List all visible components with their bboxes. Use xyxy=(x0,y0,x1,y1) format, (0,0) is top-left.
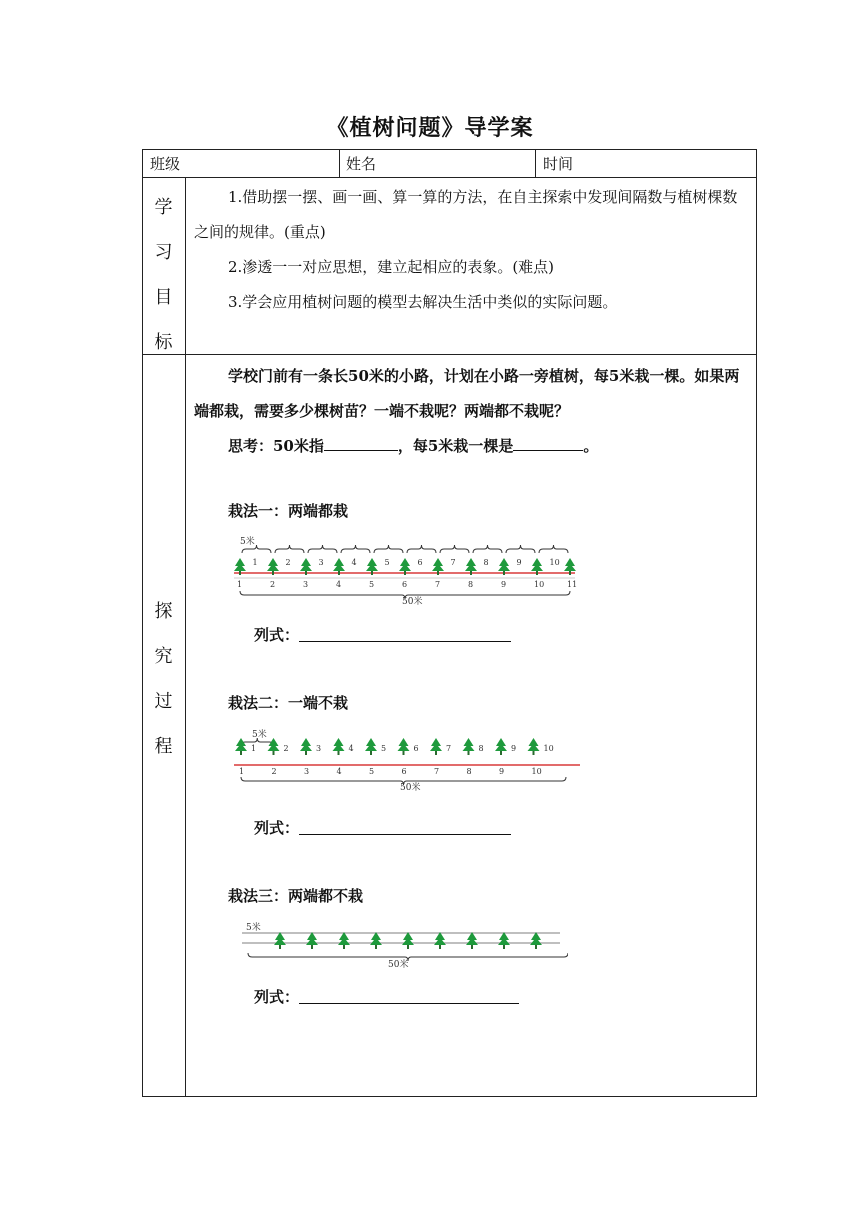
brace xyxy=(308,545,337,553)
tree-icon xyxy=(434,932,446,949)
header-divider-2 xyxy=(535,149,536,178)
brace xyxy=(440,545,469,553)
tree-icon xyxy=(333,738,345,755)
interval-number: 1 xyxy=(239,767,245,776)
interval-number: 6 xyxy=(401,767,407,776)
tree-number: 2 xyxy=(270,580,276,589)
diagram-one-end xyxy=(230,727,585,797)
objective-item-2: 2.渗透一一对应思想，建立起相应的表象。(难点) xyxy=(228,258,555,276)
page-title: 《植树问题》导学案 xyxy=(326,115,534,141)
tree-icon xyxy=(466,932,478,949)
tree-icon xyxy=(430,738,442,755)
interval-label: 5米 xyxy=(246,923,261,933)
method-1-answer-blank[interactable] xyxy=(299,625,511,642)
interval-number: 9 xyxy=(499,767,505,776)
table-border-right xyxy=(756,149,757,1097)
tree-icon xyxy=(498,932,510,949)
tree-number: 10 xyxy=(534,580,545,589)
interval-number: 8 xyxy=(466,767,472,776)
diagram-neither-end xyxy=(238,919,568,971)
brace xyxy=(506,545,535,553)
method-3-answer-blank[interactable] xyxy=(299,987,519,1004)
tree-icon xyxy=(370,932,382,949)
row-divider-header xyxy=(142,177,757,178)
interval-number: 5 xyxy=(384,558,390,567)
tree-icon xyxy=(274,932,286,949)
tree-icon xyxy=(268,738,280,755)
tree-number: 2 xyxy=(283,744,289,753)
tree-icon xyxy=(365,738,377,755)
tree-number: 4 xyxy=(348,744,354,753)
tree-number: 9 xyxy=(501,580,507,589)
tree-icon xyxy=(306,932,318,949)
tree-icon xyxy=(402,932,414,949)
brace xyxy=(473,545,502,553)
method-3-formula: 列式： xyxy=(254,986,519,1007)
interval-number: 7 xyxy=(450,558,456,567)
interval-number: 6 xyxy=(417,558,423,567)
objective-item-3: 3.学会应用植树问题的模型去解决生活中类似的实际问题。 xyxy=(228,293,618,311)
brace xyxy=(407,545,436,553)
interval-label: 5米 xyxy=(240,537,255,547)
tree-number: 4 xyxy=(336,580,342,589)
brace xyxy=(241,738,274,746)
tree-number: 1 xyxy=(251,744,257,753)
total-label: 50米 xyxy=(400,783,421,793)
brace xyxy=(374,545,403,553)
method-1-formula: 列式： xyxy=(254,624,511,645)
interval-number: 2 xyxy=(271,767,277,776)
interval-number: 4 xyxy=(336,767,342,776)
tree-number: 3 xyxy=(316,744,322,753)
tree-number: 6 xyxy=(402,580,408,589)
tree-icon xyxy=(338,932,350,949)
objectives-side-label: 学 习 目 标 xyxy=(154,197,173,353)
interval-number: 10 xyxy=(531,767,542,776)
method-3-title: 栽法三：两端都不栽 xyxy=(228,887,364,905)
tree-icon xyxy=(398,738,410,755)
tree-icon xyxy=(495,738,507,755)
interval-number: 3 xyxy=(318,558,324,567)
tree-number: 10 xyxy=(543,744,554,753)
problem-text: 学校门前有一条长50米的小路，计划在小路一旁植树，每5米栽一棵。如果两端都栽，需要多少棵树苗？一端不栽呢？两端都不栽呢？ xyxy=(194,367,740,420)
brace xyxy=(539,545,568,553)
interval-number: 9 xyxy=(516,558,522,567)
tree-number: 7 xyxy=(446,744,452,753)
guide-table xyxy=(142,149,757,1097)
brace xyxy=(275,545,304,553)
side-column-divider xyxy=(185,177,186,1097)
total-label: 50米 xyxy=(402,597,423,605)
diagram-both-ends xyxy=(230,535,585,605)
tree-number: 5 xyxy=(369,580,375,589)
tree-number: 8 xyxy=(478,744,484,753)
name-label: 姓名 xyxy=(346,155,377,173)
tree-number: 3 xyxy=(303,580,309,589)
class-label: 班级 xyxy=(150,155,181,173)
row-divider-objectives xyxy=(142,354,757,355)
table-border-bottom xyxy=(142,1096,757,1097)
tree-number: 8 xyxy=(468,580,474,589)
tree-number: 1 xyxy=(237,580,243,589)
tree-icon xyxy=(235,738,247,755)
tree-icon xyxy=(530,932,542,949)
think-blank-2[interactable] xyxy=(513,434,583,451)
tree-number: 6 xyxy=(413,744,419,753)
think-blank-1[interactable] xyxy=(324,434,398,451)
total-label: 50米 xyxy=(388,960,409,970)
interval-number: 1 xyxy=(252,558,258,567)
table-border-top xyxy=(142,149,757,150)
interval-number: 8 xyxy=(483,558,489,567)
method-1-title: 栽法一：两端都栽 xyxy=(228,502,349,520)
brace xyxy=(341,545,370,553)
tree-number: 7 xyxy=(435,580,441,589)
interval-number: 3 xyxy=(304,767,310,776)
think-line: 思考：50米指 ，每5米栽一棵是 。 xyxy=(228,429,748,464)
tree-number: 9 xyxy=(511,744,517,753)
interval-number: 4 xyxy=(351,558,357,567)
interval-number: 5 xyxy=(369,767,375,776)
tree-icon xyxy=(300,738,312,755)
interval-number: 7 xyxy=(434,767,440,776)
method-2-title: 栽法二：一端不栽 xyxy=(228,694,349,712)
time-label: 时间 xyxy=(543,155,574,173)
process-side-label: 探 究 过 程 xyxy=(154,601,173,757)
method-2-answer-blank[interactable] xyxy=(299,818,511,835)
interval-label: 5米 xyxy=(252,730,267,740)
tree-icon xyxy=(528,738,540,755)
tree-number: 5 xyxy=(381,744,387,753)
tree-number: 11 xyxy=(567,580,578,589)
interval-number: 10 xyxy=(549,558,560,567)
interval-number: 2 xyxy=(285,558,291,567)
tree-icon xyxy=(463,738,475,755)
header-divider-1 xyxy=(339,149,340,178)
objective-item-1: 1.借助摆一摆、画一画、算一算的方法，在自主探索中发现间隔数与植树棵数之间的规律。(重点) xyxy=(194,188,738,241)
method-2-formula: 列式： xyxy=(254,817,511,838)
